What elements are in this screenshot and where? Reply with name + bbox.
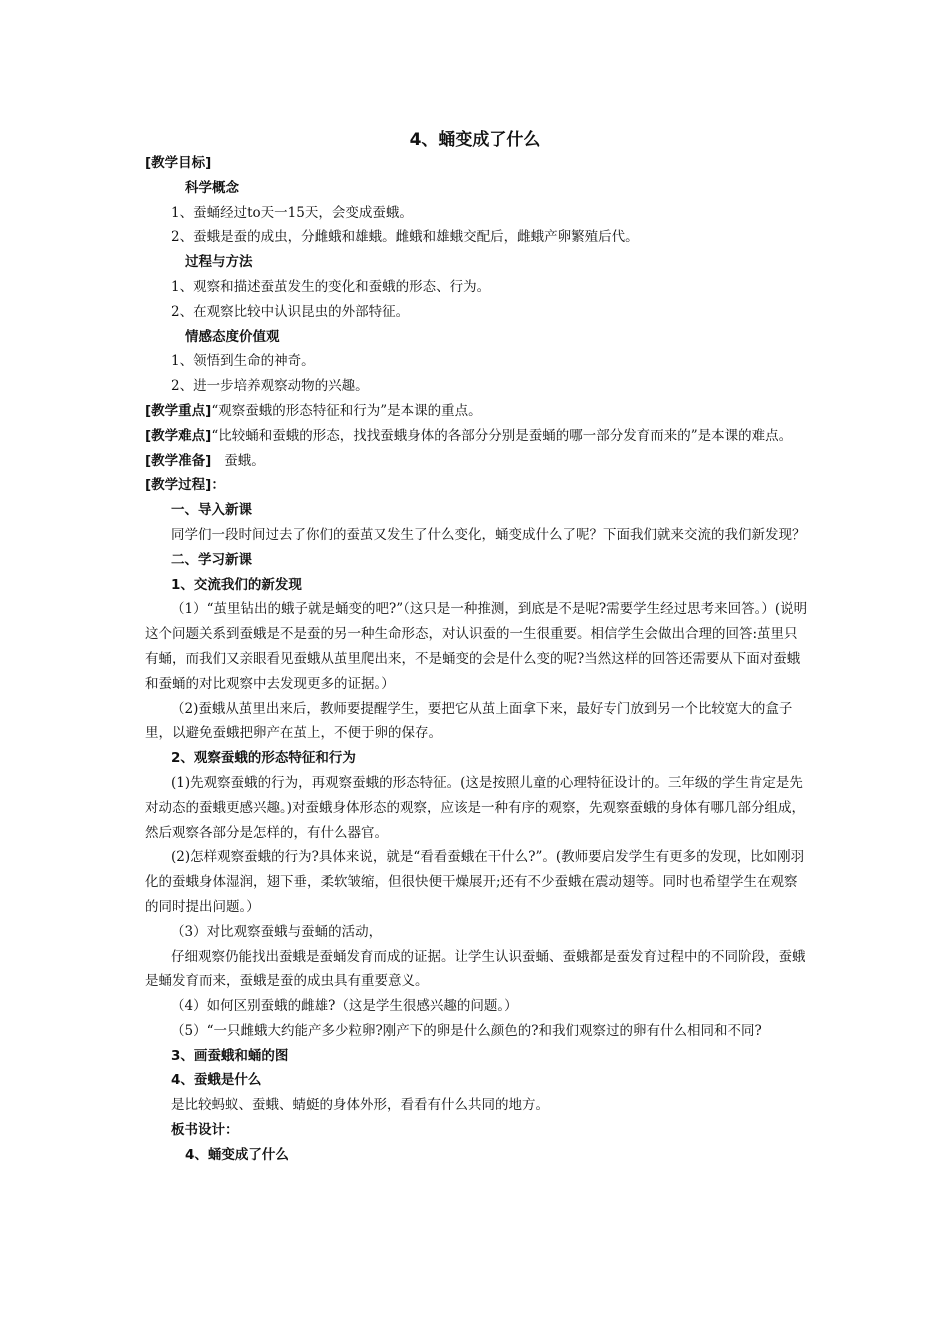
difficult-point-label: [教学难点] (145, 427, 212, 444)
part1-heading: 一、导入新课 (171, 502, 252, 519)
method-item-2: 2、在观察比较中认识昆虫的外部特征。 (171, 303, 410, 320)
key-point-text: “观察蚕蛾的形态特征和行为”是本课的重点。 (211, 402, 482, 419)
sub4-text: 是比较蚂蚁、蚕蛾、蜻蜓的身体外形，看看有什么共同的地方。 (171, 1097, 549, 1114)
preparation-label: [教学准备] (145, 452, 212, 469)
concept-heading: 科学概念 (185, 179, 239, 196)
process-heading: [教学过程]： (145, 477, 225, 494)
method-item-1: 1、观察和描述蚕茧发生的变化和蚕蛾的形态、行为。 (171, 278, 491, 295)
preparation-paragraph (145, 449, 810, 474)
document-body (145, 151, 810, 1168)
method-heading: 过程与方法 (185, 254, 253, 271)
sub2-paragraph-4: 仔细观察仍能找出蚕蛾是蚕蛹发育而成的证据。让学生认识蚕蛹、蚕蛾都是蚕发育过程中的不同阶段，蚕蛾是蛹发育而来，蚕蛾是蚕的成虫具有重要意义。 (145, 948, 806, 990)
emotion-item-1: 1、领悟到生命的神奇。 (171, 353, 315, 370)
sub4-heading: 4、蚕蛾是什么 (171, 1072, 262, 1089)
board-design-heading: 板书设计： (171, 1122, 239, 1139)
difficult-point-paragraph (145, 424, 810, 449)
sub2-heading: 2、观察蚕蛾的形态特征和行为 (171, 750, 356, 767)
emotion-heading: 情感态度价值观 (185, 328, 280, 345)
board-design-title: 4、蛹变成了什么 (185, 1146, 289, 1163)
sub2-paragraph-6: （5）“一只雌蛾大约能产多少粒卵?刚产下的卵是什么颜色的?和我们观察过的卵有什么相同和不同? (171, 1022, 762, 1039)
sub2-paragraph-3: （3）对比观察蚕蛾与蚕蛹的活动， (171, 923, 383, 940)
concept-item-2: 2、蚕蛾是蚕的成虫，分雌蛾和雄蛾。雌蛾和雄蛾交配后，雌蛾产卵繁殖后代。 (171, 229, 639, 246)
concept-item-1: 1、蚕蛹经过to天一15天，会变成蚕蛾。 (171, 204, 413, 221)
key-point-paragraph (145, 399, 810, 424)
sub1-paragraph-2: （2)蚕蛾从茧里出来后，教师要提醒学生，要把它从茧上面拿下来，最好专门放到另一个比较宽大的盒子里，以避免蚕蛾把卵产在茧上，不便于卵的保存。 (145, 700, 793, 742)
difficult-point-text: “比较蛹和蚕蛾的形态，找找蚕蛾身体的各部分分别是蚕蛹的哪一部分发育而来的”是本课的难点。 (211, 427, 793, 444)
goals-heading: [教学目标] (145, 155, 212, 171)
sub2-paragraph-2: (2)怎样观察蚕蛾的行为?具体来说，就是“看看蚕蛾在干什么?”。(教师要启发学生有更多的发现，比如刚羽化的蚕蛾身体湿润，翅下垂，柔软皱缩，但很快便干燥展开;还有不少蚕蛾在震动翅等。同时也希望学生在观察的同时提出问题。） (145, 849, 805, 915)
part2-heading: 二、学习新课 (171, 551, 252, 568)
page-title: 4、蛹变成了什么 (409, 130, 541, 150)
preparation-text: 蚕蛾。 (211, 452, 265, 469)
emotion-item-2: 2、进一步培养观察动物的兴趣。 (171, 378, 369, 395)
sub3-heading: 3、画蚕蛾和蛹的图 (171, 1047, 289, 1064)
sub2-paragraph-1: (1)先观察蚕蛾的行为，再观察蚕蛾的形态特征。(这是按照儿童的心理特征设计的。三年级的学生肯定是先对动态的蚕蛾更感兴趣。)对蚕蛾身体形态的观察，应该是一种有序的观察，先观察蚕蛾的身体有哪几部分组成，然后观察各部分是怎样的，有什么器官。 (145, 774, 806, 841)
part1-text: 同学们一段时间过去了你们的蚕茧又发生了什么变化，蛹变成什么了呢？下面我们就来交流的我们新发现？ (171, 526, 806, 543)
sub1-paragraph-1: （1）“茧里钻出的蛾子就是蛹变的吧?”（这只是一种推测，到底是不是呢?需要学生经过思考来回答。）(说明这个问题关系到蚕蛾是不是蚕的另一种生命形态，对认识蚕的一生很重要。相信学生会做出合理的回答:茧里只有蛹，而我们又亲眼看见蚕蛾从茧里爬出来，不是蛹变的会是什么变的呢?当然这样的回答还需要从下面对蚕蛾和蚕蛹的对比观察中去发现更多的证据。） (145, 601, 808, 692)
key-point-label: [教学重点] (145, 402, 212, 419)
sub2-paragraph-5: （4）如何区别蚕蛾的雌雄?（这是学生很感兴趣的问题。） (171, 998, 518, 1015)
sub1-heading: 1、交流我们的新发现 (171, 576, 302, 593)
